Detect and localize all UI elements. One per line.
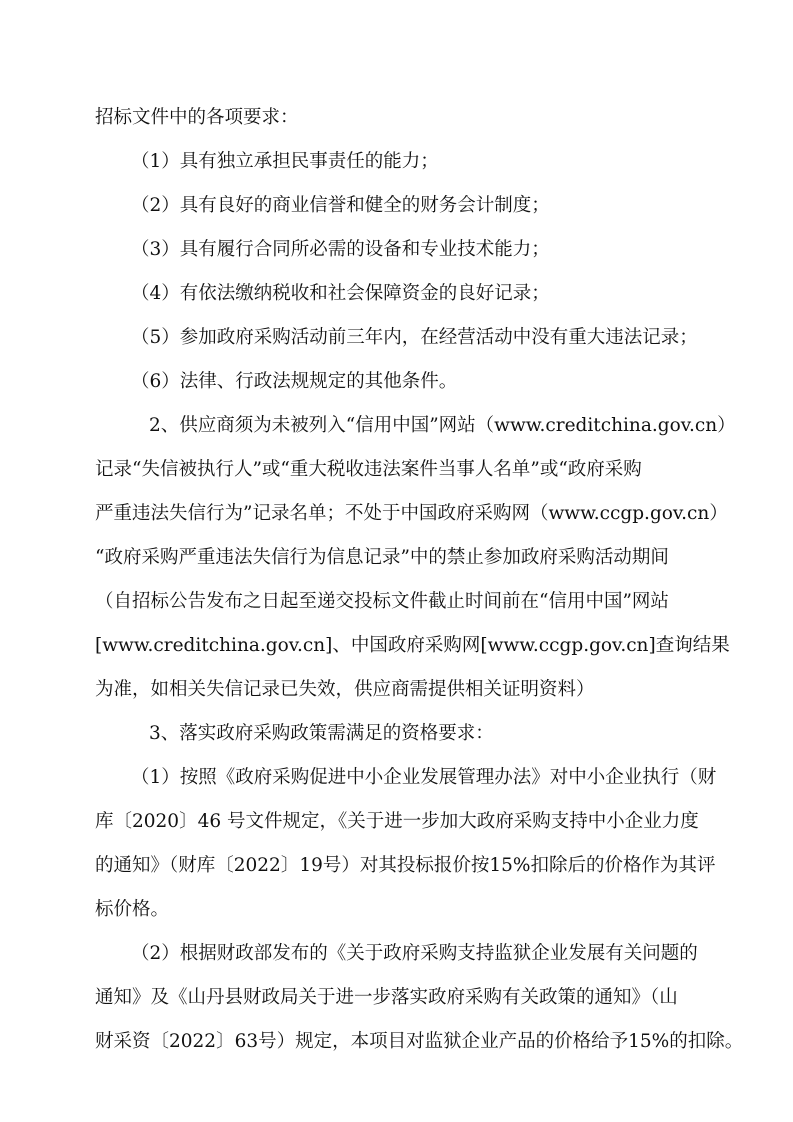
paragraph-line: “政府采购严重违法失信行为信息记录”中的禁止参加政府采购活动期间 (95, 547, 669, 568)
requirement-item: （2）具有良好的商业信誉和健全的财务会计制度； (131, 195, 550, 216)
paragraph-line: （2）根据财政部发布的《关于政府采购支持监狱企业发展有关问题的 (131, 943, 698, 964)
requirement-item: （1）具有独立承担民事责任的能力； (131, 151, 439, 172)
requirement-item: （5）参加政府采购活动前三年内，在经营活动中没有重大违法记录； (131, 327, 698, 348)
paragraph-line: 的通知》（财库〔2022〕19号）对其投标报价按15%扣除后的价格作为其评 (95, 855, 716, 876)
paragraph-line: 记录“失信被执行人”或“重大税收违法案件当事人名单”或“政府采购 (95, 459, 642, 480)
requirement-item: （6）法律、行政法规规定的其他条件。 (131, 371, 458, 392)
paragraph-line: [www.creditchina.gov.cn]、中国政府采购网[www.ccgp.gov.cn]查询结果 (95, 635, 730, 656)
paragraph-line: （自招标公告发布之日起至递交投标文件截止时间前在“信用中国”网站 (95, 591, 669, 612)
paragraph-line: 通知》及《山丹县财政局关于进一步落实政府采购有关政策的通知》（山 (95, 987, 678, 1008)
requirement-item: （4）有依法缴纳税收和社会保障资金的良好记录； (131, 283, 550, 304)
paragraph-line: （1）按照《政府采购促进中小企业发展管理办法》对中小企业执行（财 (131, 767, 717, 788)
paragraph-line: 财采资〔2022〕63号）规定，本项目对监狱企业产品的价格给予15%的扣除。 (95, 1031, 744, 1052)
paragraph-line: 库〔2020〕46 号文件规定，《关于进一步加大政府采购支持中小企业力度 (95, 811, 699, 832)
paragraph-line: 为准，如相关失信记录已失效，供应商需提供相关证明资料） (95, 679, 595, 700)
section-heading: 3、落实政府采购政策需满足的资格要求： (149, 723, 494, 744)
requirement-item: （3）具有履行合同所必需的设备和专业技术能力； (131, 239, 550, 260)
paragraph-line: 2、供应商须为未被列入“信用中国”网站（www.creditchina.gov.cn） (149, 415, 736, 436)
text-line: 招标文件中的各项要求： (95, 107, 299, 128)
paragraph-line: 严重违法失信行为”记录名单；不处于中国政府采购网（www.ccgp.gov.cn） (95, 503, 728, 524)
paragraph-line: 标价格。 (95, 899, 170, 920)
